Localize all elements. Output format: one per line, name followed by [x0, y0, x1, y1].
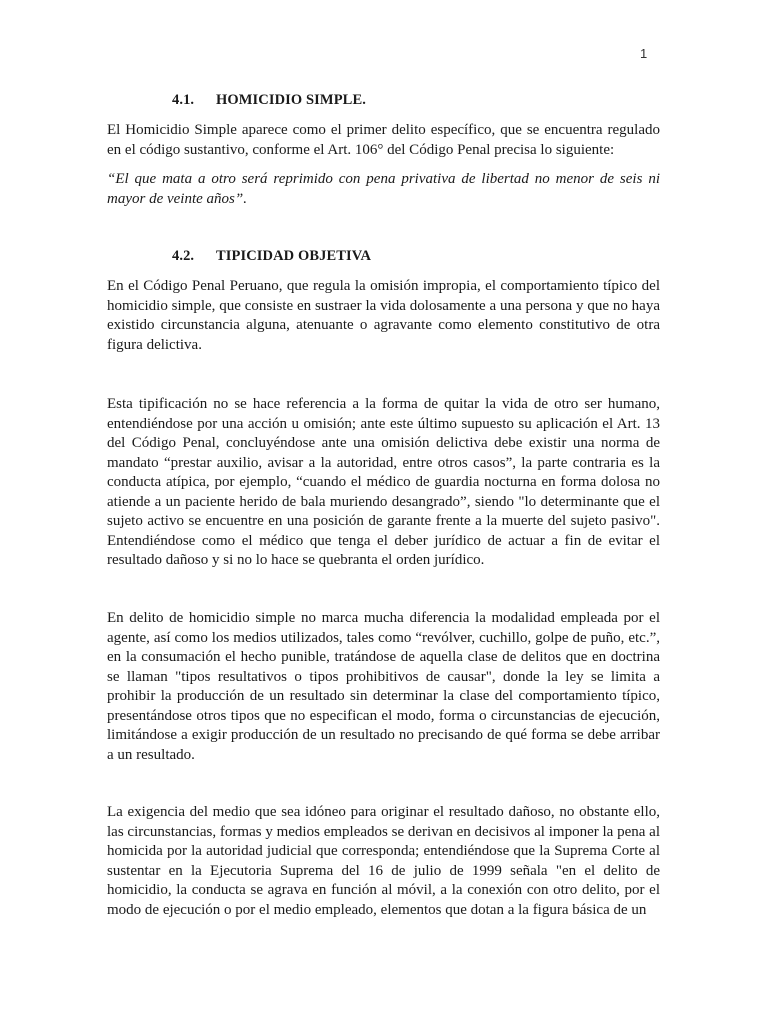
paragraph-codigo-penal: En el Código Penal Peruano, que regula la omisión impropia, el comportamiento típico del homicidio simple, que consiste en sustraer la vida dolosamente a una persona y que no haya existido circunstancia alguna, atenuante o agravante como elemento constitutivo de otra figura delictiva. — [107, 278, 660, 353]
paragraph-tipificacion: Esta tipificación no se hace referencia a la forma de quitar la vida de otro ser humano, entendiéndose por una acción u omisión; ante este último supuesto su aplicación el Art. 13 del Código Penal, concluyéndose ante una omisión delictiva debe existir una norma de mandato “prestar auxilio, avisar a la autoridad, entre otros casos”, la parte contraria es la conducta atípica, por ejemplo, “cuando el médico de guardia nocturna en forma dolosa no atiende a un paciente herido de bala muriendo desangrado”, siendo "lo determinante que el sujeto activo se encuentre en una posición de garante frente a la muerte del sujeto pasivo". Entendiéndose como el médico que tenga el deber jurídico de actuar a fin de evitar el resultado dañoso y si no lo hace se quebranta el orden jurídico. — [107, 396, 660, 568]
page-number: 1 — [640, 46, 648, 61]
paragraph-legal-quote: “El que mata a otro será reprimido con pena privativa de libertad no menor de seis ni mayor de veinte años”. — [107, 171, 660, 207]
section-number: 4.2. — [172, 248, 195, 264]
section-title: TIPICIDAD OBJETIVA — [216, 248, 372, 264]
section-number: 4.1. — [172, 92, 195, 108]
section-title: HOMICIDIO SIMPLE. — [216, 92, 366, 108]
section-heading-tipicidad-objetiva — [172, 248, 371, 265]
paragraph-intro: El Homicidio Simple aparece como el primer delito específico, que se encuentra regulado en el código sustantivo, conforme el Art. 106° del Código Penal precisa lo siguiente: — [107, 122, 660, 158]
paragraph-medio-idoneo: La exigencia del medio que sea idóneo para originar el resultado dañoso, no obstante ello, las circunstancias, formas y medios empleados se derivan en decisivos al imponer la pena al homicida por la autoridad judicial que corresponda; entendiéndose que la Suprema Corte al sustentar en la Ejecutoria Suprema del 16 de julio de 1999 señala "en el delito de homicidio, la conducta se agrava en función al móvil, a la conexión con otro delito, por el modo de ejecución o por el medio empleado, elementos que dotan a la figura básica de un — [107, 804, 660, 918]
section-heading-homicidio-simple — [172, 92, 366, 109]
paragraph-modalidad: En delito de homicidio simple no marca mucha diferencia la modalidad empleada por el agente, así como los medios utilizados, tales como “revólver, cuchillo, golpe de puño, etc.”, en la consumación el hecho punible, tratándose de aquella clase de delitos que en doctrina se llaman "tipos resultativos o tipos prohibitivos de causar", donde la ley se limita a prohibir la producción de un resultado sin determinar la clase del comportamiento típico, presentándose otros tipos que no especifican el modo, forma o circunstancias de ejecución, limitándose a exigir producción de un resultado no precisando de qué forma se debe arribar a un resultado. — [107, 610, 660, 763]
